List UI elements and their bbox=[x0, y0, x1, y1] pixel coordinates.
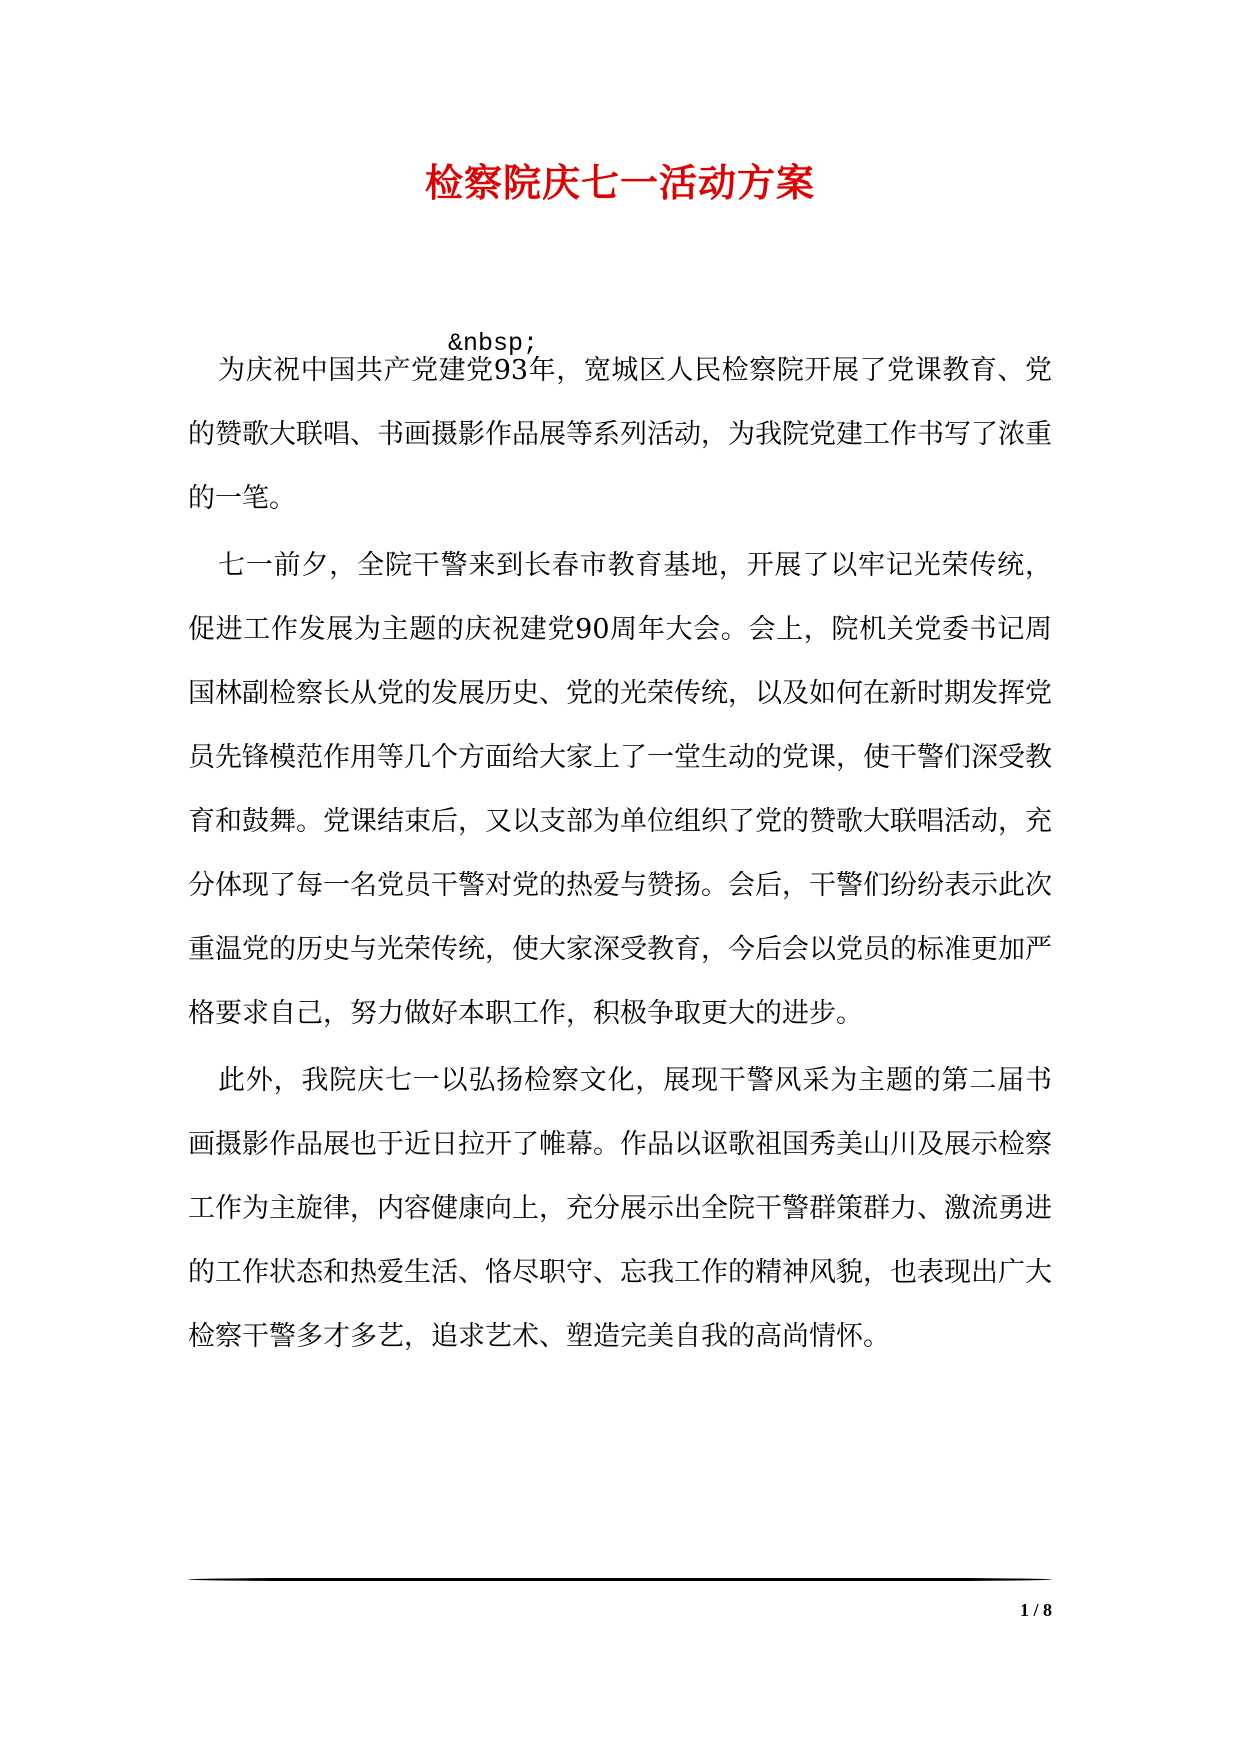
footer-divider bbox=[188, 1577, 1052, 1582]
document-title: 检察院庆七一活动方案 bbox=[424, 160, 815, 205]
paragraph-3: 此外，我院庆七一以弘扬检察文化，展现干警风采为主题的第二届书画摄影作品展也于近日拉开了帷幕。作品以讴歌祖国秀美山川及展示检察工作为主旋律，内容健康向上，充分展示出全院干警群策群力、激流勇进的工作状态和热爱生活、恪尽职守、忘我工作的精神风貌，也表现出广大检察干警多才多艺，追求艺术、塑造完美自我的高尚情怀。 bbox=[188, 1065, 1052, 1352]
stray-nbsp-text: &nbsp; bbox=[448, 329, 539, 358]
page-number: 1 / 8 bbox=[1019, 1600, 1052, 1620]
paragraph-1: 为庆祝中国共产党建党93年，宽城区人民检察院开展了党课教育、党的赞歌大联唱、书画摄影作品展等系列活动，为我院党建工作书写了浓重的一笔。 bbox=[188, 355, 1052, 514]
document-body bbox=[188, 339, 1052, 1372]
paragraph-2: 七一前夕，全院干警来到长春市教育基地，开展了以牢记光荣传统，促进工作发展为主题的庆祝建党90周年大会。会上，院机关党委书记周国林副检察长从党的发展历史、党的光荣传统，以及如何在新时期发挥党员先锋模范作用等几个方面给大家上了一堂生动的党课，使干警们深受教育和鼓舞。党课结束后，又以支部为单位组织了党的赞歌大联唱活动，充分体现了每一名党员干警对党的热爱与赞扬。会后，干警们纷纷表示此次重温党的历史与光荣传统，使大家深受教育，今后会以党员的标准更加严格要求自己，努力做好本职工作，积极争取更大的进步。 bbox=[188, 550, 1052, 1029]
